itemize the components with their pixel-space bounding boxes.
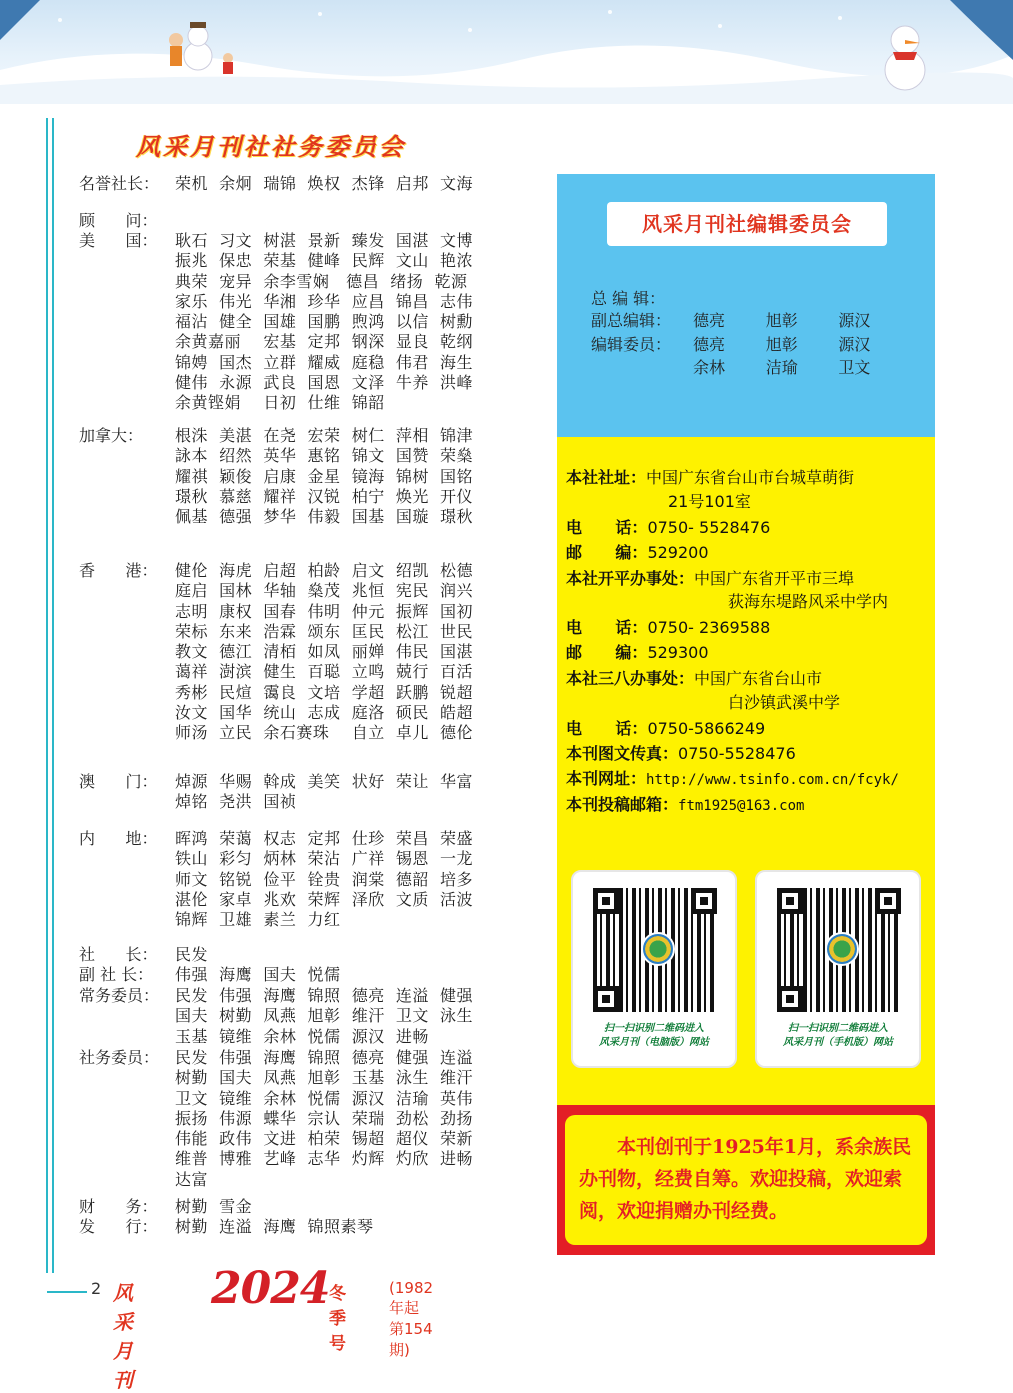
editorial-members-row1: 德亮 旭彰 源汉 (693, 335, 871, 354)
staff-label-president: 社 长： (79, 945, 158, 964)
qr-code-mobile-icon (777, 888, 901, 1012)
group-label-mainland: 内 地： (79, 829, 158, 848)
notice-box (565, 1115, 927, 1245)
website-label: 本刊网址： (566, 769, 647, 788)
footer-magazine-name: 风采月刊 (113, 1281, 136, 1392)
address-label: 本社社址： (566, 468, 647, 487)
address-line2: 21号101室 (668, 492, 751, 511)
kaiping-row (566, 566, 854, 589)
tel-value: 0750- 5528476 (647, 518, 771, 537)
fax-label: 本刊图文传真： (566, 744, 679, 763)
qr-card-desktop[interactable] (571, 870, 737, 1068)
kaiping-zip-value: 529300 (647, 643, 709, 662)
tel-row (566, 515, 770, 538)
sanba-line2: 白沙镇武溪中学 (728, 693, 841, 712)
kaiping-tel-row (566, 615, 770, 638)
honorary-names: 荣机 余炯 瑞锦 焕权 杰锋 启邦 文海 (175, 174, 474, 193)
tree-icon (0, 0, 1013, 60)
footer-year: 2024 (211, 1263, 330, 1314)
staff-label-vice: 副 社 长： (79, 965, 154, 984)
chief-editor-label: 总 编 辑： (591, 289, 666, 308)
notice-panel (557, 1105, 935, 1255)
website-link[interactable]: http://www.tsinfo.com.cn/fcyk/ (646, 772, 899, 788)
address-line1: 中国广东省台山市台城草萌街 (646, 468, 855, 487)
staff-names-standing: 民发 伟强 海鹰 锦照 德亮 连溢 健强 国夫 树勤 凤燕 旭彰 维汗 卫文 泳生 玉基 镜维 余林 悦儒 源汉 进畅 (175, 986, 474, 1046)
editorial-members-row2: 余林 洁瑜 卫文 (693, 358, 871, 377)
notice-text: 本刊创刊于1925年1月，系余族民办刊物，经费自筹。欢迎投稿，欢迎索阅，欢迎捐赠办刊经费。 (579, 1136, 912, 1222)
footer-issue: (1982年起第154期) (389, 1279, 434, 1359)
contact-panel (557, 437, 935, 1105)
qr-caption-desktop-line2: 风采月刊（电脑版）网站 (599, 1037, 709, 1048)
sanba-line1: 中国广东省台山市 (694, 669, 823, 688)
qr-caption-desktop (579, 1022, 729, 1050)
kaiping-line2: 荻海东堤路风采中学内 (728, 592, 889, 611)
sanba-line2-row (728, 690, 840, 713)
kaiping-line1: 中国广东省开平市三埠 (694, 569, 855, 588)
advisors-label: 顾 问： (79, 211, 158, 230)
editorial-panel (557, 174, 935, 437)
qr-code-desktop-icon (593, 888, 717, 1012)
staff-names-distribution: 树勤 连溢 海鹰 锦照素琴 (175, 1217, 374, 1236)
zip-row (566, 540, 709, 563)
website-row (566, 766, 899, 789)
address-line2-row (668, 489, 751, 512)
fax-value: 0750-5528476 (678, 744, 796, 763)
sanba-tel-value: 0750-5866249 (647, 719, 766, 738)
group-label-hongkong: 香 港： (79, 561, 158, 580)
winter-banner (0, 0, 1013, 104)
qr-caption-mobile-line2: 风采月刊（手机版）网站 (783, 1037, 893, 1048)
tel-label: 电 话： (566, 518, 648, 537)
snow-scene-illustration (0, 0, 1013, 104)
sanba-tel-label: 电 话： (566, 719, 648, 738)
kaiping-line2-row (728, 589, 888, 612)
kaiping-tel-label: 电 话： (566, 618, 648, 637)
qr-card-mobile[interactable] (755, 870, 921, 1068)
email-label: 本刊投稿邮箱： (566, 795, 679, 814)
society-logo-icon (825, 932, 859, 966)
qr-caption-mobile-line1: 扫一扫识别二维码进入 (788, 1023, 888, 1034)
sanba-row (566, 666, 822, 689)
staff-label-members: 社务委员： (79, 1048, 160, 1067)
zip-label: 邮 编： (566, 543, 648, 562)
staff-names-finance: 树勤 雪金 (175, 1197, 253, 1216)
staff-label-distribution: 发 行： (79, 1217, 158, 1236)
editorial-title: 风采月刊社编辑委员会 (607, 202, 887, 246)
editorial-members-label: 编辑委员： (591, 335, 672, 354)
kaiping-zip-row (566, 640, 709, 663)
left-rule-inner (52, 118, 54, 1273)
staff-names-members: 民发 伟强 海鹰 锦照 德亮 健强 连溢 树勤 国夫 凤燕 旭彰 玉基 泳生 维汗 卫文 镜维 余林 悦儒 源汉 洁瑜 英伟 振扬 伟源 蝶华 宗认 荣瑞 劲松 劲扬 伟能 政伟 文进 柏荣 锡超 超仪 荣新 维普 博雅 艺峰 志华 灼辉 灼欣 进畅 达富 (175, 1048, 474, 1189)
honorary-label: 名誉社长： (79, 174, 160, 193)
snowman-right-icon (885, 26, 925, 90)
page-number: 2 (91, 1279, 102, 1298)
committee-title: 风采月刊社社务委员会 (136, 133, 406, 161)
snowman-left-icon (184, 22, 212, 70)
staff-names-vice: 伟强 海鹰 国夫 悦儒 (175, 965, 341, 984)
staff-label-standing: 常务委员： (79, 986, 160, 1005)
email-link[interactable]: ftm1925@163.com (678, 798, 805, 814)
kaiping-tel-value: 0750- 2369588 (647, 618, 771, 637)
staff-label-finance: 财 务： (79, 1197, 158, 1216)
deputy-editor-label: 副总编辑： (591, 311, 672, 330)
fax-row (566, 741, 796, 764)
qr-caption-desktop-line1: 扫一扫识别二维码进入 (604, 1023, 704, 1034)
kaiping-zip-label: 邮 编： (566, 643, 648, 662)
email-row (566, 792, 804, 815)
group-label-usa: 美 国： (79, 231, 158, 250)
society-logo-icon (641, 932, 675, 966)
kaiping-label: 本社开平办事处： (566, 569, 695, 588)
zip-value: 529200 (647, 543, 709, 562)
footer-rule (47, 1291, 87, 1293)
sanba-tel-row (566, 716, 765, 739)
sanba-label: 本社三八办事处： (566, 669, 695, 688)
group-names-usa: 耿石 习文 树湛 景新 臻发 国湛 文博 振兆 保忠 荣基 健峰 民辉 文山 艳浓 典荣 宠异 余李雪娴 德昌 绪扬 乾源 家乐 伟光 华湘 珍华 应昌 锦昌 志伟 福沾 健全 国雄 国鹏 煦鸿 以信 树勳 余黄嘉丽 宏基 定邦 钢深 显良 乾纲 锦娉 国杰 立群 耀威 庭稳 伟君 海生 健伟 永源 武良 国恩 文泽 牛养 洪峰 余黄铿娟 日初 仕维 锦韶 (175, 231, 474, 413)
left-rule-outer (46, 118, 48, 1273)
staff-names-president: 民发 (175, 945, 209, 964)
group-names-macau: 焯源 华赐 斡成 美笑 状好 荣让 华富 焯铭 尧洪 国祯 (175, 772, 474, 812)
group-names-hongkong: 健伦 海虎 启超 柏龄 启文 绍凯 松德 庭启 国林 华轴 燊茂 兆恒 宪民 润兴 志明 康权 国春 伟明 仲元 振辉 国初 荣标 东来 浩霖 颂东 匡民 松江 世民 教文 德江 清栢 如凤 丽婵 伟民 国湛 蔼祥 澍滨 健生 百聪 立鸣 兢行 百活 秀彬 民煊 霭良 文培 学超 跃鹏 锐超 汝文 国华 统山 志成 庭洛 硕民 皓超 师汤 立民 余石赛珠 自立 卓儿 德伦 (175, 561, 474, 743)
group-names-canada: 根洙 美湛 在尧 宏荣 树仁 萍相 锦津 詠本 绍然 英华 惠铭 锦文 国赞 荣燊 耀祺 颖俊 启康 金星 镜海 锦树 国铭 璟秋 慕慈 耀祥 汉锐 柏宁 焕光 开仪 佩基 德强 梦华 伟毅 国基 国璇 璟秋 (175, 426, 474, 527)
group-label-macau: 澳 门： (79, 772, 158, 791)
group-label-canada: 加拿大： (79, 426, 144, 445)
address-row (566, 465, 854, 488)
footer-season: 冬季号 (329, 1284, 346, 1354)
group-names-mainland: 晖鸿 荣蔼 权志 定邦 仕珍 荣昌 荣盛 铁山 彩匀 炳林 荣沾 广祥 锡恩 一龙 师文 铭锐 俭平 铨贵 润棠 德韶 培多 湛伦 家卓 兆欢 荣辉 泽欣 文质 活波 锦辉 卫雄 素兰 力红 (175, 829, 474, 930)
deputy-editor-names: 德亮 旭彰 源汉 (693, 311, 871, 330)
qr-caption-mobile (763, 1022, 913, 1050)
